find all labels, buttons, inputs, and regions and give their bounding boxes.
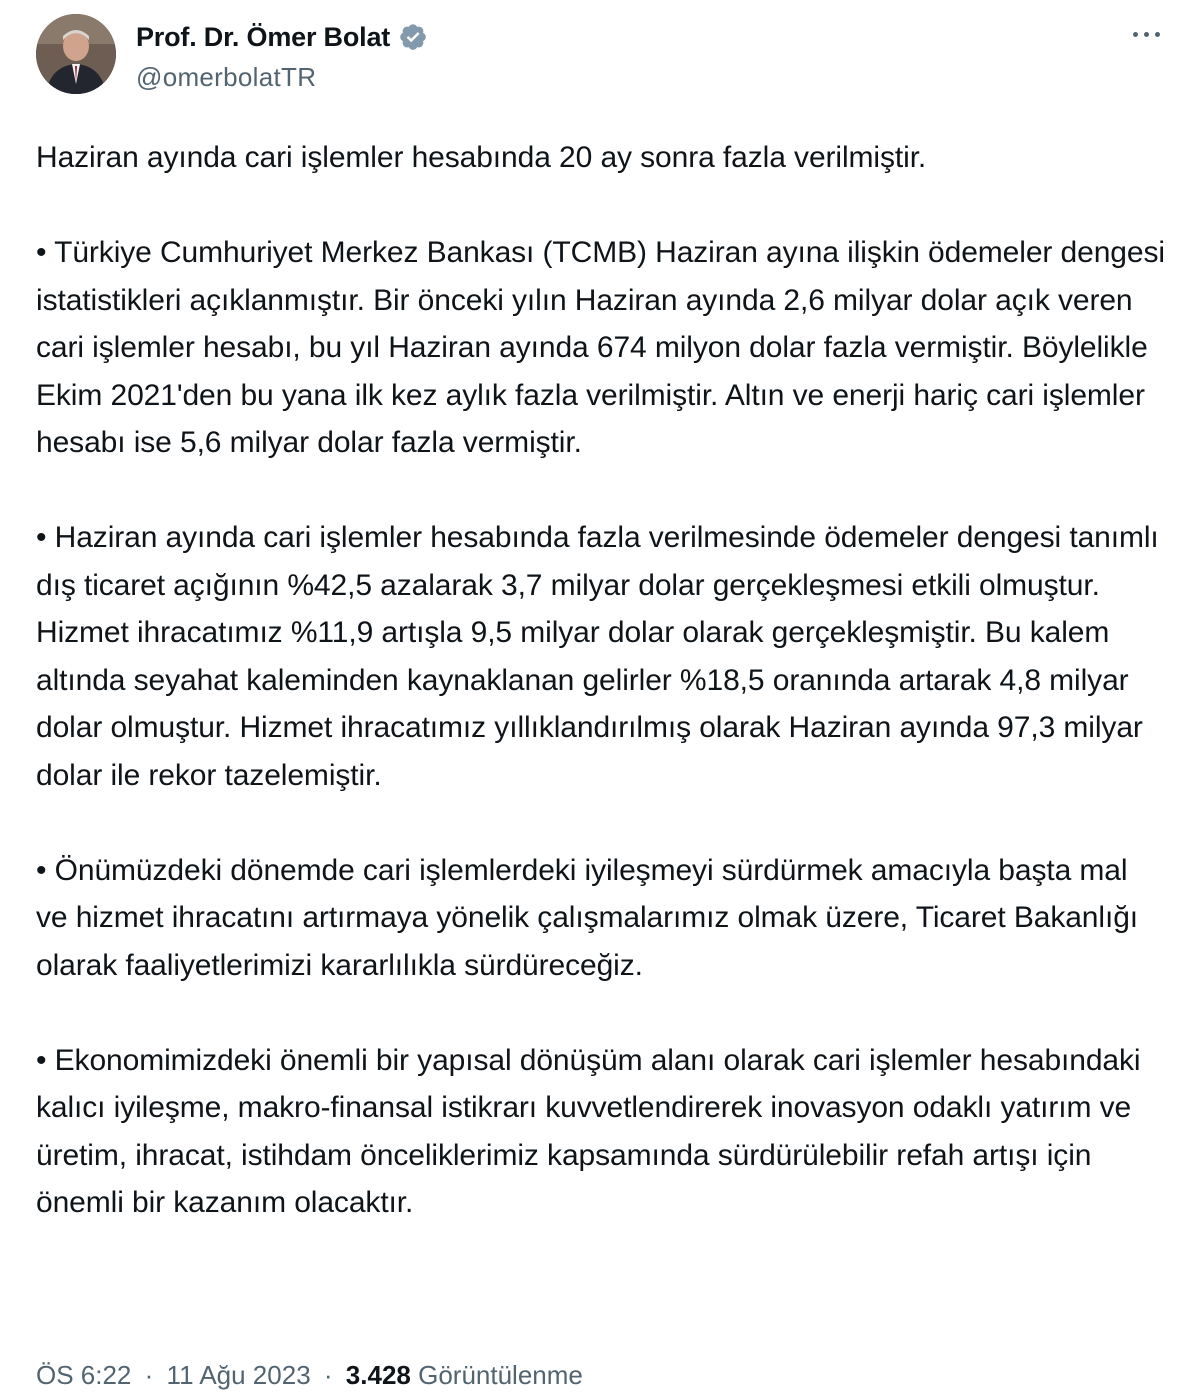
views-count: 3.428	[345, 1360, 411, 1390]
tweet-paragraph: • Önümüzdeki dönemde cari işlemlerdeki iyileşmeyi sürdürmek amacıyla başta mal ve hizmet ihracatını artırmaya yönelik çalışmalarımız olmak üzere, Ticaret Bakanlığı olarak faaliyetlerimizi kararlılıkla sürdüreceğiz.	[36, 853, 1139, 982]
avatar-photo	[36, 14, 116, 94]
tweet-paragraph: • Haziran ayında cari işlemler hesabında fazla verilmesinde ödemeler dengesi tanımlı dış ticaret açığının %42,5 azalarak 3,7 milyar dolar gerçekleşmesi etkili olmuştur. Hizmet ihracatımız %11,9 artışla 9,5 milyar dolar olarak gerçekleşmiştir. Bu kalem altında seyahat kaleminden kaynaklanan gelirler %18,5 oranında artarak 4,8 milyar dolar olmuştur. Hizmet ihracatımız yıllıklandırılmış olarak Haziran ayında 97,3 milyar dolar ile rekor tazelemiştir.	[36, 521, 1159, 792]
tweet-paragraph: • Ekonomimizdeki önemli bir yapısal dönüşüm alanı olarak cari işlemler hesabındaki kalıcı iyileşme, makro-finansal istikrarı kuvvetlendirerek inovasyon odaklı yatırım ve üretim, ihracat, istihdam önceliklerimiz kapsamında sürdürülebilir refah artışı için önemli bir kazanım olacaktır.	[36, 1043, 1141, 1219]
tweet-meta	[36, 1360, 583, 1391]
verified-badge-icon[interactable]	[398, 22, 428, 52]
tweet-time[interactable]: ÖS 6:22	[36, 1360, 132, 1390]
author-block	[136, 18, 428, 93]
meta-separator: ·	[323, 1360, 333, 1390]
author-display-name[interactable]: Prof. Dr. Ömer Bolat	[136, 21, 391, 52]
tweet-text	[36, 134, 1166, 1227]
meta-separator: ·	[144, 1360, 154, 1390]
more-options-button[interactable]	[1126, 22, 1166, 46]
more-horizontal-icon	[1133, 32, 1138, 37]
author-name-row	[136, 18, 428, 56]
author-handle[interactable]: @omerbolatTR	[136, 62, 317, 92]
tweet-header	[36, 14, 1166, 96]
views-label: Görüntülenme	[418, 1360, 583, 1390]
tweet-paragraph: Haziran ayında cari işlemler hesabında 20 ay sonra fazla verilmiştir.	[36, 141, 927, 174]
tweet-paragraph: • Türkiye Cumhuriyet Merkez Bankası (TCMB) Haziran ayına ilişkin ödemeler dengesi istatistikleri açıklanmıştır. Bir önceki yılın Haziran ayında 2,6 milyar dolar açık veren cari işlemler hesabı, bu yıl Haziran ayında 674 milyon dolar fazla vermiştir. Böylelikle Ekim 2021'den bu yana ilk kez aylık fazla verilmiştir. Altın ve enerji hariç cari işlemler hesabı ise 5,6 milyar dolar fazla vermiştir.	[36, 236, 1165, 459]
avatar[interactable]	[36, 14, 116, 94]
tweet-date[interactable]: 11 Ağu 2023	[166, 1360, 311, 1390]
more-horizontal-icon	[1155, 32, 1160, 37]
more-horizontal-icon	[1144, 32, 1149, 37]
